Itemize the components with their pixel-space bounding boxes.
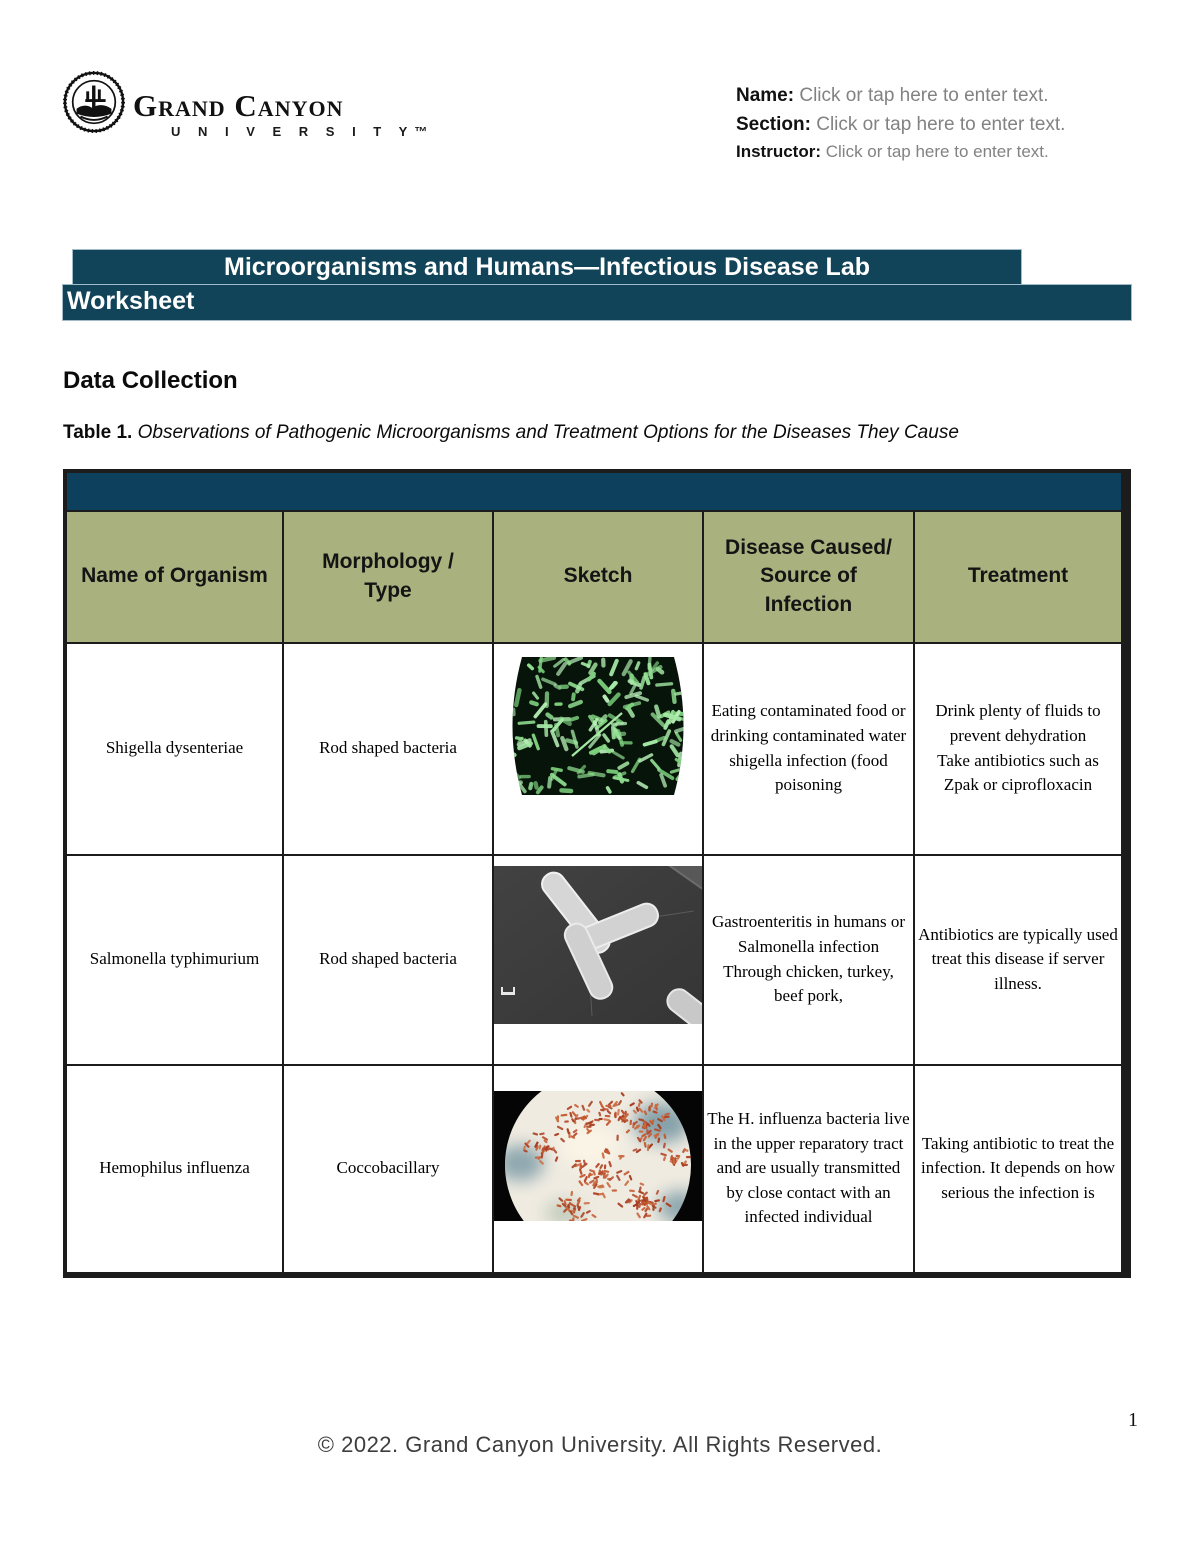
column-header-disease: Disease Caused/ Source of Infection (704, 512, 913, 642)
worksheet-title (62, 249, 1200, 321)
page-number: 1 (1128, 1409, 1138, 1431)
instructor-field-row (736, 139, 1108, 165)
table-banner-row (67, 473, 1121, 510)
column-header-sketch: Sketch (494, 512, 702, 642)
cell-organism-1: Shigella dysenteriae (67, 644, 282, 854)
gcu-seal-icon (63, 70, 125, 134)
copyright-text: © 2022. Grand Canyon University. All Rights Reserved. (317, 1432, 883, 1457)
gcu-logo (63, 72, 434, 165)
cell-treatment-3: Taking antibiotic to treat the infection. It depends on how serious the infection is (915, 1066, 1121, 1272)
cell-organism-2: Salmonella typhimurium (67, 856, 282, 1064)
logo-university: U N I V E R S I T Y™ (171, 124, 435, 139)
cell-disease-1: Eating contaminated food or drinking contaminated water shigella infection (food poisoning (704, 644, 913, 854)
cell-morphology-3: Coccobacillary (284, 1066, 492, 1272)
section-label: Section: (736, 113, 811, 135)
column-header-organism: Name of Organism (67, 512, 282, 642)
table-caption (63, 422, 1200, 444)
worksheet-title-line1: Microorganisms and Humans—Infectious Disease Lab (72, 249, 1022, 284)
cell-organism-3: Hemophilus influenza (67, 1066, 282, 1272)
name-field-row (736, 82, 1108, 111)
cell-sketch-1 (494, 644, 702, 854)
cell-treatment-2: Antibiotics are typically used treat this disease if server illness. (915, 856, 1121, 1064)
section-field-row (736, 111, 1108, 140)
observations-table (63, 469, 1131, 1278)
section-input[interactable]: Click or tap here to enter text. (816, 113, 1066, 135)
cell-disease-2: Gastroenteritis in humans or Salmonella infection Through chicken, turkey, beef pork, (704, 856, 913, 1064)
column-header-morphology: Morphology / Type (284, 512, 492, 642)
table-caption-text: Observations of Pathogenic Microorganisms and Treatment Options for the Diseases They Cause (132, 421, 959, 443)
column-header-treatment: Treatment (915, 512, 1121, 642)
table-caption-label: Table 1. (63, 421, 133, 443)
cell-sketch-3 (494, 1066, 702, 1272)
name-label: Name: (736, 85, 795, 106)
cell-treatment-1: Drink plenty of fluids to prevent dehydration Take antibiotics such as Zpak or ciprofloxacin (915, 644, 1121, 854)
cell-disease-3: The H. influenza bacteria live in the upper reparatory tract and are usually transmitted by close contact with an infected individual (704, 1066, 913, 1272)
worksheet-title-line2: Worksheet (62, 284, 1132, 321)
cell-morphology-2: Rod shaped bacteria (284, 856, 492, 1064)
cell-sketch-2 (494, 856, 702, 1064)
salmonella-micrograph-image (494, 866, 702, 1024)
logo-wordmark: Grand Canyon (133, 88, 344, 123)
hemophilus-micrograph-image (494, 1091, 702, 1221)
cell-morphology-1: Rod shaped bacteria (284, 644, 492, 854)
page-header (0, 0, 1200, 165)
name-input[interactable]: Click or tap here to enter text. (799, 85, 1049, 106)
shigella-micrograph-image (502, 651, 694, 801)
instructor-label: Instructor: (736, 142, 821, 161)
section-heading: Data Collection (63, 366, 238, 394)
instructor-input[interactable]: Click or tap here to enter text. (825, 142, 1049, 161)
page-footer (0, 1409, 1200, 1458)
student-info-fields (736, 72, 1108, 165)
